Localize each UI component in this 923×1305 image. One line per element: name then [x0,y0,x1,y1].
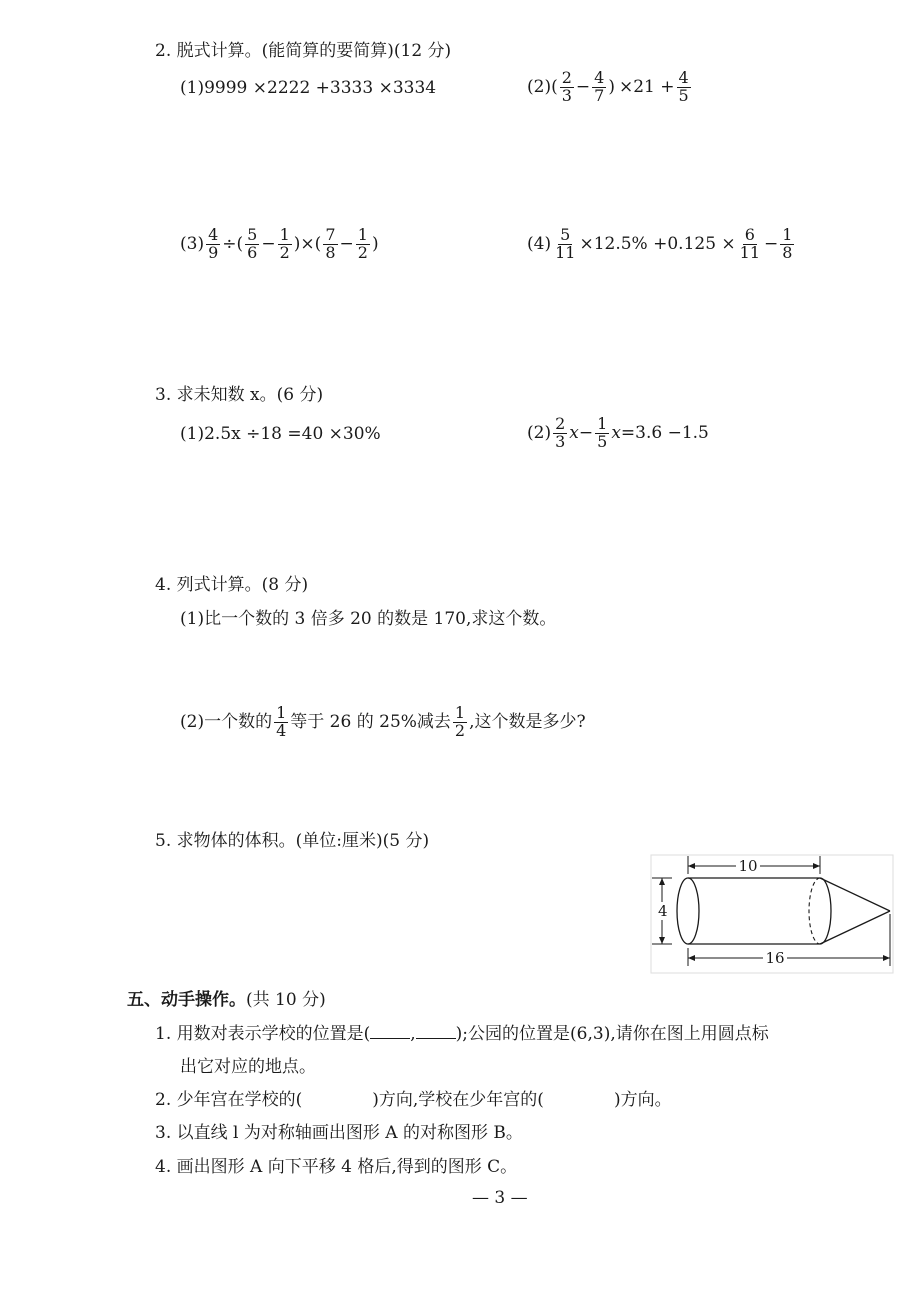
q4-p2-pre: (2)一个数的 [180,711,273,732]
q2-p2-open: ( [551,76,558,97]
s5-item-2-b: )方向,学校在少年宫的( [372,1090,544,1110]
q2-p4-mid: ×12.5% +0.125 × [579,233,736,254]
fraction: $\frac{4}{9}$ [208,225,219,262]
fraction: $\frac{1}{2}$ [357,225,368,262]
cylinder-cone-figure [648,852,898,977]
q4-title: 4. 列式计算。(8 分) [155,575,309,595]
fraction: $\frac{4}{7}$ [594,68,605,105]
q3-problem-2 [527,416,709,451]
q2-p2-label: (2) [527,76,552,97]
s5-item-1-b: );公园的位置是(6,3),请你在图上用圆点标 [455,1024,769,1044]
s5-item-1-a: 1. 用数对表示学校的位置是( [155,1024,371,1044]
page-number: — 3 — [472,1188,528,1208]
multiply-sign: )×( [293,233,322,254]
q3-p2-label: (2) [527,422,552,443]
q2-p1-label: (1) [180,78,205,98]
q2-p1-expr: 9999 ×2222 +3333 ×3334 [204,78,437,98]
section-5-title: 五、动手操作。 [127,990,246,1010]
fraction: $\frac{2}{3}$ [561,68,572,105]
q4-problem-2 [180,705,586,740]
q2-p4-label: (4) [527,233,552,254]
fraction: $\frac{1}{4}$ [276,703,287,740]
s5-item-1 [155,1019,769,1044]
q3-title: 3. 求未知数 x。(6 分) [155,385,324,405]
variable-x: x [569,422,579,443]
fraction: $\frac{4}{5}$ [678,68,689,105]
fraction: $\frac{5}{11}$ [555,225,576,262]
fraction: $\frac{7}{8}$ [325,225,336,262]
fraction: $\frac{6}{11}$ [739,225,761,262]
q3-p1-expr: 2.5x ÷18 =40 ×30% [204,424,381,444]
s5-item-2-c: )方向。 [613,1090,672,1110]
s5-item-2 [155,1085,672,1110]
answer-blank [416,1038,456,1039]
fraction: $\frac{1}{2}$ [279,225,290,262]
q5-title: 5. 求物体的体积。(单位:厘米)(5 分) [155,831,430,851]
q2-p3-label: (3) [180,233,205,254]
q2-problem-2 [527,70,693,105]
fraction: $\frac{1}{5}$ [597,414,608,451]
fraction: $\frac{2}{3}$ [555,414,566,451]
divide-sign: ÷( [222,233,244,254]
bottom-dimension-label: 16 [765,949,785,967]
q2-p2-mid: ×21 + [619,76,675,97]
side-dimension-label: 4 [658,902,668,920]
minus-sign: − [764,233,779,254]
q2-problem-1 [180,80,436,97]
close-paren: ) [371,233,379,254]
s5-item-4: 4. 画出图形 A 向下平移 4 格后,得到的图形 C。 [155,1157,518,1177]
s5-item-1-sep: , [410,1024,416,1044]
fraction: $\frac{1}{2}$ [454,703,466,740]
q2-problem-3 [180,227,379,262]
fraction: $\frac{5}{6}$ [247,225,258,262]
minus-sign: − [339,233,354,254]
q4-p2-mid: 等于 26 的 25%减去 [290,711,451,732]
close-paren: ) [608,76,615,97]
fraction: $\frac{1}{8}$ [782,225,793,262]
section-5-heading [127,985,326,1010]
variable-x: x [611,422,621,443]
s5-item-2-a: 2. 少年宫在学校的( [155,1090,303,1110]
minus-sign: − [261,233,276,254]
section-5-note: (共 10 分) [246,990,326,1010]
q3-p1-label: (1) [180,424,205,444]
s5-item-1-cont: 出它对应的地点。 [180,1057,316,1077]
minus-sign: − [575,76,591,97]
q3-p2-rhs: =3.6 −1.5 [620,422,709,443]
answer-blank [370,1038,410,1039]
q3-problem-1 [180,426,381,443]
q4-p2-post: ,这个数是多少? [469,711,586,732]
q2-title: 2. 脱式计算。(能简算的要简算)(12 分) [155,41,452,61]
s5-item-3: 3. 以直线 l 为对称轴画出图形 A 的对称图形 B。 [155,1123,523,1143]
q4-problem-1: (1)比一个数的 3 倍多 20 的数是 170,求这个数。 [180,609,557,629]
top-dimension-label: 10 [738,857,758,875]
minus-sign: − [578,422,594,443]
q2-problem-4 [527,227,796,262]
